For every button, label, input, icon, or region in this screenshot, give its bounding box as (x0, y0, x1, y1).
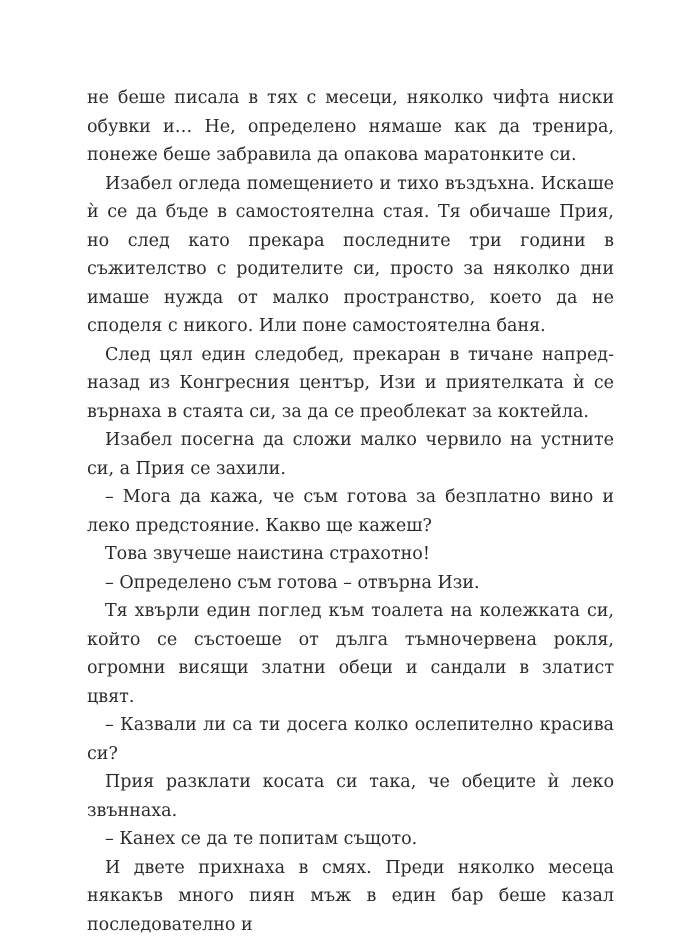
paragraph-11-dialogue: – Канех се да те попитам същото. (87, 825, 614, 854)
page-body-text (87, 84, 614, 939)
paragraph-3: След цял един следобед, прекаран в тичане напред-назад из Конгресния център, Изи и приятелката ѝ се върнаха в стаята си, за да се преоблекат за коктейла. (87, 341, 614, 427)
paragraph-7-dialogue: – Определено съм готова – отвърна Изи. (87, 569, 614, 598)
paragraph-2: Изабел огледа помещението и тихо въздъхна. Искаше ѝ се да бъде в самостоятелна стая. Тя обичаше Прия, но след като прекара последните три години в съжителство с родителите си, просто за няколко дни имаше нужда от малко пространство, което да не споделя с никого. Или поне самостоятелна баня. (87, 170, 614, 341)
paragraph-6: Това звучеше наистина страхотно! (87, 540, 614, 569)
paragraph-8: Тя хвърли един поглед към тоалета на колежката си, който се състоеше от дълга тъмночервена рокля, огромни висящи златни обеци и сандали в златист цвят. (87, 597, 614, 711)
paragraph-1: не беше писала в тях с месеци, няколко чифта ниски обувки и… Не, определено нямаше как да тренира, понеже беше забравила да опакова маратонките си. (87, 84, 614, 170)
paragraph-10: Прия разклати косата си така, че обеците ѝ леко звъннаха. (87, 768, 614, 825)
paragraph-9-dialogue: – Казвали ли са ти досега колко ослепително красива си? (87, 711, 614, 768)
paragraph-12: И двете прихнаха в смях. Преди няколко месеца някакъв много пиян мъж в един бар беше казал последователно и (87, 854, 614, 939)
paragraph-5-dialogue: – Мога да кажа, че съм готова за безплатно вино и леко предстояние. Какво ще кажеш? (87, 483, 614, 540)
paragraph-4: Изабел посегна да сложи малко червило на устните си, а Прия се захили. (87, 426, 614, 483)
